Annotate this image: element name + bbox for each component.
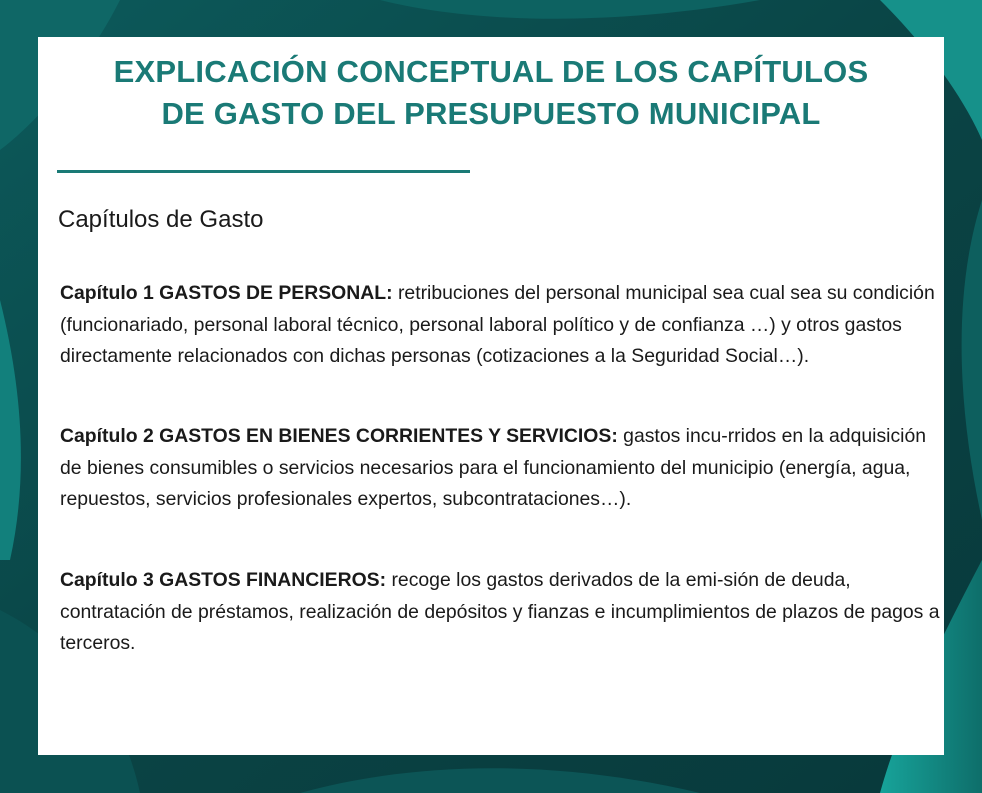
title-line-1: EXPLICACIÓN CONCEPTUAL DE LOS CAPÍTULOS xyxy=(113,54,869,89)
chapter-1-body: retribuciones del personal municipal sea cual sea su condición (funcionariado, personal laboral técnico, personal laboral político y de confianza …) y otros gastos directamente relacionados con dichas personas (cotizaciones a la Seguridad Social…). xyxy=(60,282,935,367)
chapter-2-paragraph xyxy=(60,421,950,516)
title-line-2: DE GASTO DEL PRESUPUESTO MUNICIPAL xyxy=(161,96,821,131)
chapter-1-paragraph xyxy=(60,278,950,373)
chapter-3-body: recoge los gastos derivados de la emi-sión de deuda, contratación de préstamos, realización de depósitos y fianzas e incumplimientos de plazos de pagos a terceros. xyxy=(60,569,940,654)
chapter-3-heading: Capítulo 3 GASTOS FINANCIEROS: xyxy=(60,569,387,591)
chapter-2-heading: Capítulo 2 GASTOS EN BIENES CORRIENTES Y SERVICIOS: xyxy=(60,425,618,447)
content-card xyxy=(38,37,944,755)
title-divider xyxy=(57,170,470,173)
page-title xyxy=(38,51,944,135)
chapter-1-heading: Capítulo 1 GASTOS DE PERSONAL: xyxy=(60,282,393,304)
section-subtitle: Capítulos de Gasto xyxy=(58,206,264,233)
chapter-3-paragraph xyxy=(60,565,950,660)
chapter-2-body: gastos incu-rridos en la adquisición de bienes consumibles o servicios necesarios para el funcionamiento del municipio (energía, agua, repuestos, servicios profesionales expertos, subcontrataciones…). xyxy=(60,425,927,510)
